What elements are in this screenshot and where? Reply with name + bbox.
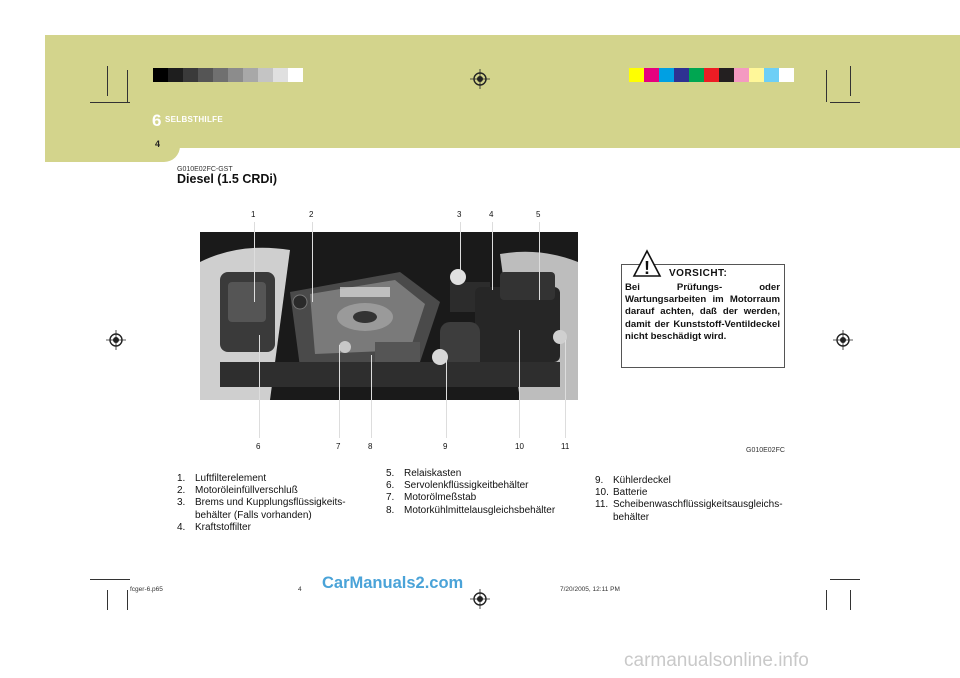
list-item <box>386 480 586 492</box>
color-swatch <box>213 68 228 82</box>
leader-line <box>312 222 313 302</box>
list-item <box>177 522 367 534</box>
list-item-text: Scheibenwaschflüssigkeitsausgleichs-behälter <box>613 499 783 523</box>
color-swatch <box>243 68 258 82</box>
list-item-text: Motorölmeßstab <box>404 492 477 504</box>
list-item-text: Luftfilterelement <box>195 473 267 484</box>
callout-1: 1 <box>251 210 256 219</box>
color-swatch <box>719 68 734 82</box>
crop-mark <box>830 102 860 103</box>
leader-line <box>565 340 566 438</box>
warning-text: Bei Prüfungs- oder Wartungsarbeiten im Motorraum darauf achten, daß der werden, damit der Kunststoff-Ventildeckel nicht beschädigt wird. <box>625 282 780 342</box>
color-swatch <box>644 68 659 82</box>
callout-10: 10 <box>515 442 524 451</box>
component-list-3 <box>595 475 787 524</box>
callout-11: 11 <box>561 442 570 451</box>
list-item-text: Servolenkflüssigkeitbehälter <box>404 480 529 492</box>
component-list-1 <box>177 473 367 534</box>
list-item-number: 10. <box>595 487 609 499</box>
leader-line <box>519 330 520 438</box>
crop-mark <box>826 590 827 610</box>
list-item-number: 1. <box>177 473 186 484</box>
registration-target-icon <box>470 589 490 609</box>
list-item-number: 7. <box>386 492 395 504</box>
list-item <box>595 475 787 487</box>
color-swatch <box>689 68 704 82</box>
color-swatch <box>704 68 719 82</box>
callout-2: 2 <box>309 210 314 219</box>
color-swatch <box>629 68 644 82</box>
list-item-text: Motoröleinfüllverschluß <box>195 485 298 497</box>
crop-mark <box>90 102 130 103</box>
list-item <box>177 497 367 521</box>
color-swatch <box>273 68 288 82</box>
registration-target-icon <box>106 330 126 350</box>
list-item <box>386 492 586 504</box>
footer-page: 4 <box>298 586 302 593</box>
list-item-number: 6. <box>386 480 395 492</box>
crop-mark <box>107 66 108 96</box>
section-code: G010E02FC-GST <box>177 166 233 173</box>
warning-triangle-icon <box>632 249 662 279</box>
crop-mark <box>830 579 860 580</box>
figure-code: G010E02FC <box>746 447 785 454</box>
crop-mark <box>127 70 128 102</box>
list-item-number: 2. <box>177 485 186 497</box>
page-number: 4 <box>155 139 161 149</box>
color-swatch <box>183 68 198 82</box>
crop-mark <box>850 66 851 96</box>
list-item-text: Motorkühlmittelausgleichsbehälter <box>404 504 556 516</box>
color-swatch <box>168 68 183 82</box>
list-item <box>386 505 586 517</box>
list-item-number: 9. <box>595 475 604 486</box>
list-item-number: 3. <box>177 497 186 509</box>
list-item <box>177 473 367 485</box>
chapter-number: 6 <box>152 111 162 130</box>
leader-line <box>339 345 340 438</box>
header-band <box>45 35 960 148</box>
color-swatch <box>153 68 168 82</box>
callout-7: 7 <box>336 442 341 451</box>
callout-5: 5 <box>536 210 541 219</box>
footer-datetime: 7/20/2005, 12:11 PM <box>560 586 620 593</box>
list-item-text: Kühlerdeckel <box>613 475 671 486</box>
crop-mark <box>127 590 128 610</box>
color-swatch <box>288 68 303 82</box>
component-list-2 <box>386 468 586 517</box>
callout-4: 4 <box>489 210 494 219</box>
color-swatch <box>674 68 689 82</box>
footer-filename: fcger-6.p65 <box>130 586 163 593</box>
color-swatch <box>764 68 779 82</box>
leader-line <box>371 355 372 438</box>
chapter-title: SELBSTHILFE <box>165 115 223 124</box>
engine-bay-photo <box>200 232 578 400</box>
color-swatch <box>734 68 749 82</box>
list-item-text: Relaiskasten <box>404 468 462 479</box>
registration-target-icon <box>833 330 853 350</box>
color-swatch <box>779 68 794 82</box>
callout-3: 3 <box>457 210 462 219</box>
callout-6: 6 <box>256 442 261 451</box>
list-item-text: Brems und Kupplungsflüssigkeits-behälter (Falls vorhanden) <box>195 497 346 521</box>
leader-line <box>539 222 540 300</box>
section-title: Diesel (1.5 CRDi) <box>177 172 278 186</box>
registration-target-icon <box>470 69 490 89</box>
list-item <box>595 499 787 523</box>
list-item-text: Batterie <box>613 487 648 499</box>
warning-title: VORSICHT: <box>669 268 728 279</box>
crop-mark <box>90 579 130 580</box>
crop-mark <box>850 590 851 610</box>
color-swatch <box>749 68 764 82</box>
watermark-link[interactable]: CarManuals2.com <box>322 574 464 592</box>
list-item-number: 8. <box>386 504 395 516</box>
leader-line <box>446 360 447 438</box>
callout-9: 9 <box>443 442 448 451</box>
crop-mark <box>107 590 108 610</box>
list-item <box>177 485 367 497</box>
list-item-text: Kraftstoffilter <box>195 521 251 533</box>
color-colorbar <box>629 68 794 82</box>
grayscale-colorbar <box>153 68 303 82</box>
list-item-number: 5. <box>386 468 395 479</box>
leader-line <box>254 222 255 302</box>
color-swatch <box>228 68 243 82</box>
list-item <box>386 468 586 480</box>
crop-mark <box>826 70 827 102</box>
callout-8: 8 <box>368 442 373 451</box>
color-swatch <box>659 68 674 82</box>
list-item <box>595 487 787 499</box>
list-item-number: 4. <box>177 521 186 533</box>
color-swatch <box>258 68 273 82</box>
warning-symbol: ! <box>644 258 650 278</box>
bottom-watermark: carmanualsonline.info <box>624 650 809 671</box>
leader-line <box>259 335 260 438</box>
leader-line <box>460 222 461 282</box>
leader-line <box>492 222 493 290</box>
list-item-number: 11. <box>595 499 609 511</box>
color-swatch <box>198 68 213 82</box>
